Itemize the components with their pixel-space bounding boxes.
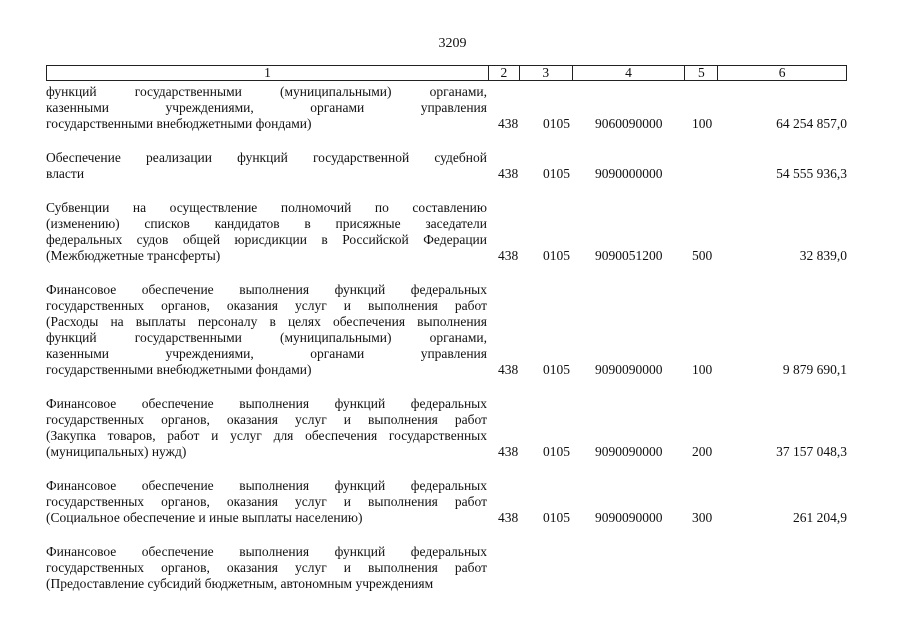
row-code: 438 (498, 444, 519, 459)
row-code: 438 (498, 248, 519, 263)
table-body (46, 84, 847, 610)
description-line: государственными внебюджетными фондами) (46, 116, 312, 131)
row-section: 0105 (543, 362, 570, 377)
row-target: 9060090000 (595, 116, 663, 131)
description-line: государственных органов, оказания услуг и выполнения работ (46, 560, 487, 575)
row-target: 9090090000 (595, 444, 663, 459)
table-row (46, 282, 847, 378)
description-line: Субвенции на осуществление полномочий по составлению (46, 200, 487, 215)
header-col-2: 2 (489, 66, 520, 80)
row-target: 9090000000 (595, 166, 663, 181)
row-section: 0105 (543, 116, 570, 131)
row-sum: 54 555 936,3 (776, 166, 847, 181)
row-section: 0105 (543, 444, 570, 459)
description-line: Финансовое обеспечение выполнения функций федеральных (46, 478, 487, 493)
description-line: (Расходы на выплаты персоналу в целях обеспечения выполнения (46, 314, 487, 329)
table-row (46, 396, 847, 460)
row-target: 9090051200 (595, 248, 663, 263)
page-number: 3209 (438, 36, 467, 51)
table-row (46, 84, 847, 132)
description-line: власти (46, 166, 85, 181)
row-sum: 32 839,0 (799, 248, 847, 263)
row-description (46, 84, 487, 132)
description-line: государственных органов, оказания услуг и выполнения работ (46, 412, 487, 427)
row-code: 438 (498, 166, 519, 181)
description-line: казенными учреждениями, органами управления (46, 346, 487, 361)
row-code: 438 (498, 116, 519, 131)
row-target: 9090090000 (595, 362, 663, 377)
table-header (46, 65, 847, 81)
description-line: (Межбюджетные трансферты) (46, 248, 221, 263)
description-line: Обеспечение реализации функций государственной судебной (46, 150, 487, 165)
description-line: (муниципальных) нужд) (46, 444, 187, 459)
row-type: 500 (692, 248, 713, 263)
description-line: Финансовое обеспечение выполнения функций федеральных (46, 396, 487, 411)
table-row (46, 544, 847, 592)
table-row (46, 200, 847, 264)
row-sum: 261 204,9 (793, 510, 847, 525)
row-description (46, 396, 487, 460)
row-section: 0105 (543, 248, 570, 263)
row-code: 438 (498, 362, 519, 377)
description-line: (изменению) списков кандидатов в присяжные заседатели (46, 216, 487, 231)
description-line: функций государственными (муниципальными) органами, (46, 84, 487, 99)
table-row (46, 478, 847, 526)
description-line: (Социальное обеспечение и иные выплаты населению) (46, 510, 363, 525)
row-section: 0105 (543, 166, 570, 181)
description-line: государственных органов, оказания услуг и выполнения работ (46, 298, 487, 313)
row-sum: 37 157 048,3 (776, 444, 847, 459)
header-col-3: 3 (520, 66, 573, 80)
row-sum: 64 254 857,0 (776, 116, 847, 131)
description-line: государственных органов, оказания услуг и выполнения работ (46, 494, 487, 509)
header-col-1: 1 (47, 66, 489, 80)
table-row (46, 150, 847, 182)
row-description (46, 282, 487, 378)
row-type: 300 (692, 510, 713, 525)
row-type: 200 (692, 444, 713, 459)
description-line: федеральных судов общей юрисдикции в Российской Федерации (46, 232, 487, 247)
description-line: функций государственными (муниципальными) органами, (46, 330, 487, 345)
description-line: казенными учреждениями, органами управления (46, 100, 487, 115)
description-line: Финансовое обеспечение выполнения функций федеральных (46, 544, 487, 559)
row-description (46, 200, 487, 264)
row-type: 100 (692, 362, 713, 377)
header-col-4: 4 (573, 66, 686, 80)
header-col-6: 6 (778, 65, 786, 80)
description-line: Финансовое обеспечение выполнения функций федеральных (46, 282, 487, 297)
description-line: государственными внебюджетными фондами) (46, 362, 312, 377)
row-description (46, 478, 487, 526)
row-sum: 9 879 690,1 (782, 362, 847, 377)
row-target: 9090090000 (595, 510, 663, 525)
header-col-5: 5 (685, 66, 718, 80)
row-section: 0105 (543, 510, 570, 525)
description-line: (Предоставление субсидий бюджетным, автономным учреждениям (46, 576, 434, 591)
description-line: (Закупка товаров, работ и услуг для обеспечения государственных (46, 428, 487, 443)
row-description (46, 544, 487, 592)
row-code: 438 (498, 510, 519, 525)
row-type: 100 (692, 116, 713, 131)
row-description (46, 150, 487, 182)
